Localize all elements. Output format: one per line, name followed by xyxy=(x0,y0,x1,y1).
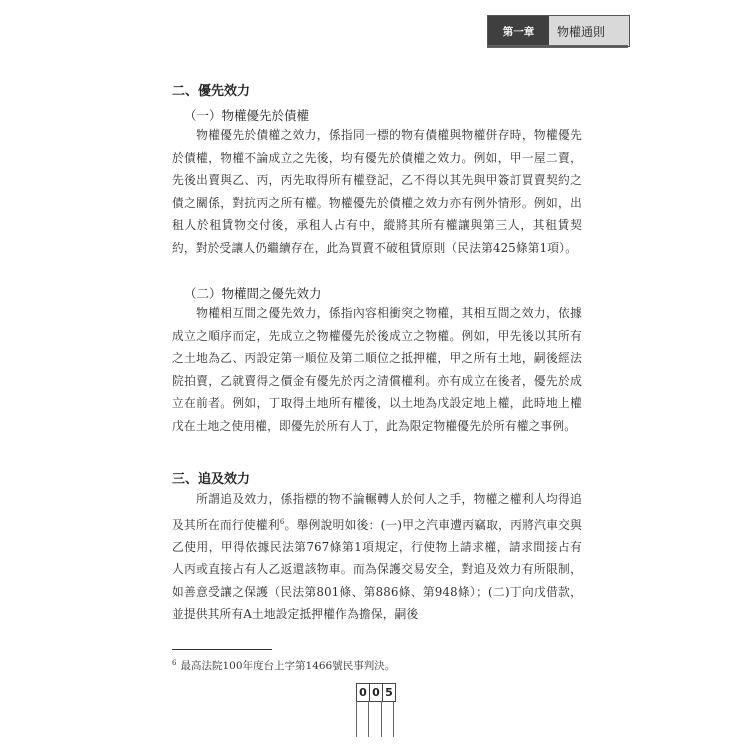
paragraph-between-real-rights xyxy=(172,302,582,437)
page-number xyxy=(356,683,396,702)
paragraph-text-a: 所謂追及效力，係指標的物不論輾轉人於何人之手，物權之權利人均得追及其所在而行使權利 xyxy=(172,492,582,532)
page-digit: 0 xyxy=(370,684,383,701)
paragraph-text: 物權優先於債權之效力，係指同一標的物有債權與物權併存時，物權優先於債權，物權不論成立之先後，均有優先於債權之效力。例如，甲一屋二賣，先後出賣與乙、丙，丙先取得所有權登記，乙不得以其先與甲簽訂買賣契約之債之關係，對抗丙之所有權。物權優先於債權之效力亦有例外情形。例如，出租人於租賃物交付後，承租人占有中，縱將其所有權讓與第三人，其租賃契約，對於受讓人仍繼續存在，此為買賣不破租賃原則（民法第425條第1項）。 xyxy=(172,128,582,255)
paragraph-pursuit xyxy=(172,488,582,626)
section-heading-priority: 二、優先效力 xyxy=(172,84,251,99)
chapter-header-tab xyxy=(487,15,630,47)
subsection-heading-real-over-creditor: （一）物權優先於債權 xyxy=(184,108,310,123)
footnote-number: 6 xyxy=(172,658,177,667)
chapter-title: 物權通則 xyxy=(549,16,629,46)
paragraph-text: 物權相互間之優先效力，係指內容相衝突之物權，其相互間之效力，依據成立之順序而定，先成立之物權優先於後成立之物權。例如，甲先後以其所有之土地為乙、丙設定第一順位及第二順位之抵押權，甲之所有土地，嗣後經法院拍賣，乙就賣得之價金有優先於丙之清償權利。亦有成立在後者，優先於成立在前者。例如，丁取得土地所有權後，以土地為戊設定地上權，此時地上權戊在土地之使用權，即優先於所有人丁，此為限定物權優先於所有權之事例。 xyxy=(172,306,582,433)
page-digit: 5 xyxy=(385,686,393,699)
page-number-decoration xyxy=(356,701,394,737)
footnote-reference[interactable]: 6 xyxy=(279,517,285,526)
footnote-divider xyxy=(172,649,272,650)
header-underline xyxy=(487,45,628,48)
section-heading-pursuit: 三、追及效力 xyxy=(172,472,251,487)
page-digit: 0 xyxy=(357,684,370,701)
footnote-text: 最高法院100年度台上字第1466號民事判決。 xyxy=(180,660,396,672)
paragraph-real-over-creditor xyxy=(172,124,582,259)
paragraph-text-b: 。舉例說明如後：(一)甲之汽車遭丙竊取，丙將汽車交與乙使用，甲得依據民法第767條第1項規定，行使物上請求權，請求間接占有人丙或直接占有人乙返還該物車。而為保護交易安全，對追及效力有所限制，如善意受讓之保護（民法第801條、第886條、第948條）；(二)丁向戊借款，並提供其所有A土地設定抵押權作為擔保，嗣後 xyxy=(172,517,582,622)
footnote xyxy=(172,658,395,673)
subsection-heading-between-real-rights: （二）物權間之優先效力 xyxy=(184,286,322,301)
chapter-label: 第一章 xyxy=(488,16,549,46)
